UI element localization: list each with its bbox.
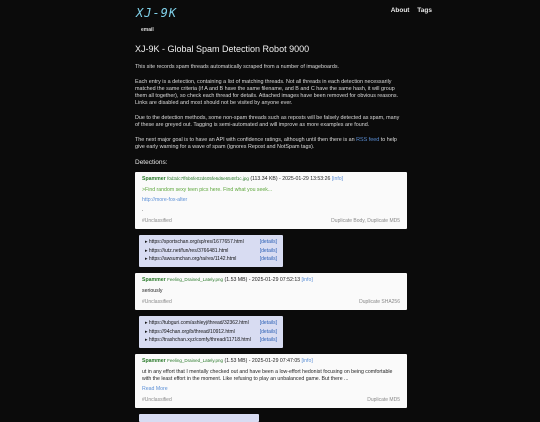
info-link[interactable]: [info]	[331, 176, 344, 183]
intro-paragraph-1: This site records spam threads automatically scraped from a number of imageboards.	[135, 64, 340, 70]
intro-paragraph-3: Due to the detection methods, some non-spam threads such as reposts will be falsely detected as spam, many of these are greyed out. Tagging is semi-automated and will improve as more examples are found.	[135, 115, 400, 129]
nav-about-link[interactable]: About	[390, 7, 410, 14]
thread-url: ▸ https://awsumchan.org/ra/res/1142.html	[145, 256, 237, 263]
detection-filename[interactable]: Feeling_Drained_Lately.png	[167, 277, 224, 283]
detection-card	[135, 273, 407, 310]
thread-row	[145, 336, 277, 345]
detection-card	[135, 354, 407, 408]
thread-row	[145, 255, 277, 264]
detection-footer	[142, 299, 400, 306]
detection-filename[interactable]: Feeling_Drained_Lately.png	[167, 358, 224, 364]
tag-label[interactable]: #Unclassified	[142, 397, 172, 404]
read-more-link[interactable]: Read More	[142, 386, 168, 393]
intro-paragraph-4	[135, 137, 405, 151]
detection-body-text: ut in any effort that I mentally checked out and have been a low-effort hedonist focusing on being comfortable with the least effort in the moment. Like refusing to play an unbalanced game. But there ...	[142, 369, 393, 383]
detection-card	[135, 172, 407, 229]
details-link[interactable]: [details]	[259, 337, 277, 344]
intro-text-after: to help give early warning for a wave of spam (ignores Repost and NotSpam tags).	[135, 137, 397, 151]
detection-footer	[142, 218, 400, 225]
detection-body-link	[142, 197, 400, 204]
detection-filename[interactable]: f0d3dc7ff6b6fe02d605fe6d6e6548f1c.jpg	[167, 176, 249, 182]
detection-meta: (1.53 MB) - 2025-01-29 07:52:13	[224, 277, 301, 284]
tag-label[interactable]: #Unclassified	[142, 299, 172, 306]
detection-footer	[142, 397, 400, 404]
detection-greentext: >Find random sexy teen pics here. Find what you seek...	[142, 187, 273, 194]
detection-label: Spammer	[142, 358, 166, 365]
match-reason: Duplicate Body, Duplicate MD5	[331, 218, 400, 225]
details-link[interactable]: [details]	[259, 328, 277, 335]
email-link[interactable]: email	[141, 27, 154, 33]
details-link[interactable]: [details]	[259, 238, 277, 245]
detection-label: Spammer	[142, 277, 166, 284]
intro-text-before: The next major goal is to have an API with confidence ratings, although until then there is an	[135, 137, 357, 144]
info-link[interactable]: [info]	[301, 277, 313, 284]
thread-url: ▸ https://trashchan.xyz/comfy/thread/11718.html	[145, 337, 251, 344]
thread-row	[145, 238, 277, 247]
match-reason: Duplicate MD5	[367, 397, 400, 404]
details-link[interactable]: [details]	[259, 319, 277, 326]
rss-feed-link[interactable]: RSS feed	[356, 137, 380, 144]
intro-paragraph-2: Each entry is a detection, containing a list of matching threads. Not all threads in each detection necessarily matched the same criteria (if A and B have the same filename, and B and C have the same hash, it will group them all together), so check each thread for details. Attached images have been removed for obvious reasons. Links are disabled and most should not be visited by anyone ever.	[135, 79, 399, 107]
match-reason: Duplicate SHA256	[359, 299, 400, 306]
detection-label: Spammer	[142, 176, 166, 183]
info-link[interactable]: [info]	[301, 358, 313, 365]
thread-row	[145, 247, 277, 256]
site-logo[interactable]: XJ-9K	[136, 6, 178, 20]
thread-list	[139, 414, 259, 422]
thread-list	[139, 235, 283, 267]
details-link[interactable]: [details]	[259, 247, 277, 254]
thread-row	[145, 328, 277, 337]
details-link[interactable]: [details]	[259, 256, 277, 263]
page-title: XJ-9K - Global Spam Detection Robot 9000	[135, 44, 310, 54]
detections-heading: Detections:	[135, 159, 168, 167]
top-nav	[385, 7, 432, 14]
main-content	[135, 44, 405, 422]
tag-label[interactable]: #Unclassified	[142, 218, 172, 225]
detection-meta: (113.34 KB) - 2025-01-29 13:53:26	[250, 176, 331, 183]
thread-url: ▸ https://sportschan.org/sp/res/1677657.html	[145, 238, 244, 245]
thread-row	[145, 319, 277, 328]
detection-header	[142, 358, 400, 365]
thread-url: ▸ https://tubguri.com/ashleyj/thread/32362.html	[145, 319, 249, 326]
thread-list	[139, 316, 283, 348]
thread-url: ▸ https://94chan.org/b/thread/10912.html	[145, 328, 235, 335]
thread-url: ▸ https://iutz.net/fun/res/3766481.html	[145, 247, 229, 254]
detection-body-text: .	[142, 207, 144, 214]
detection-header	[142, 277, 400, 284]
nav-tags-link[interactable]: Tags	[417, 7, 432, 14]
spam-url[interactable]: http://more-fox-alter	[142, 197, 188, 204]
detection-meta: (1.53 MB) - 2025-01-29 07:47:05	[224, 358, 301, 365]
read-more-wrap	[142, 386, 400, 393]
detection-header	[142, 176, 400, 183]
detection-body-text: seriously	[142, 288, 163, 295]
